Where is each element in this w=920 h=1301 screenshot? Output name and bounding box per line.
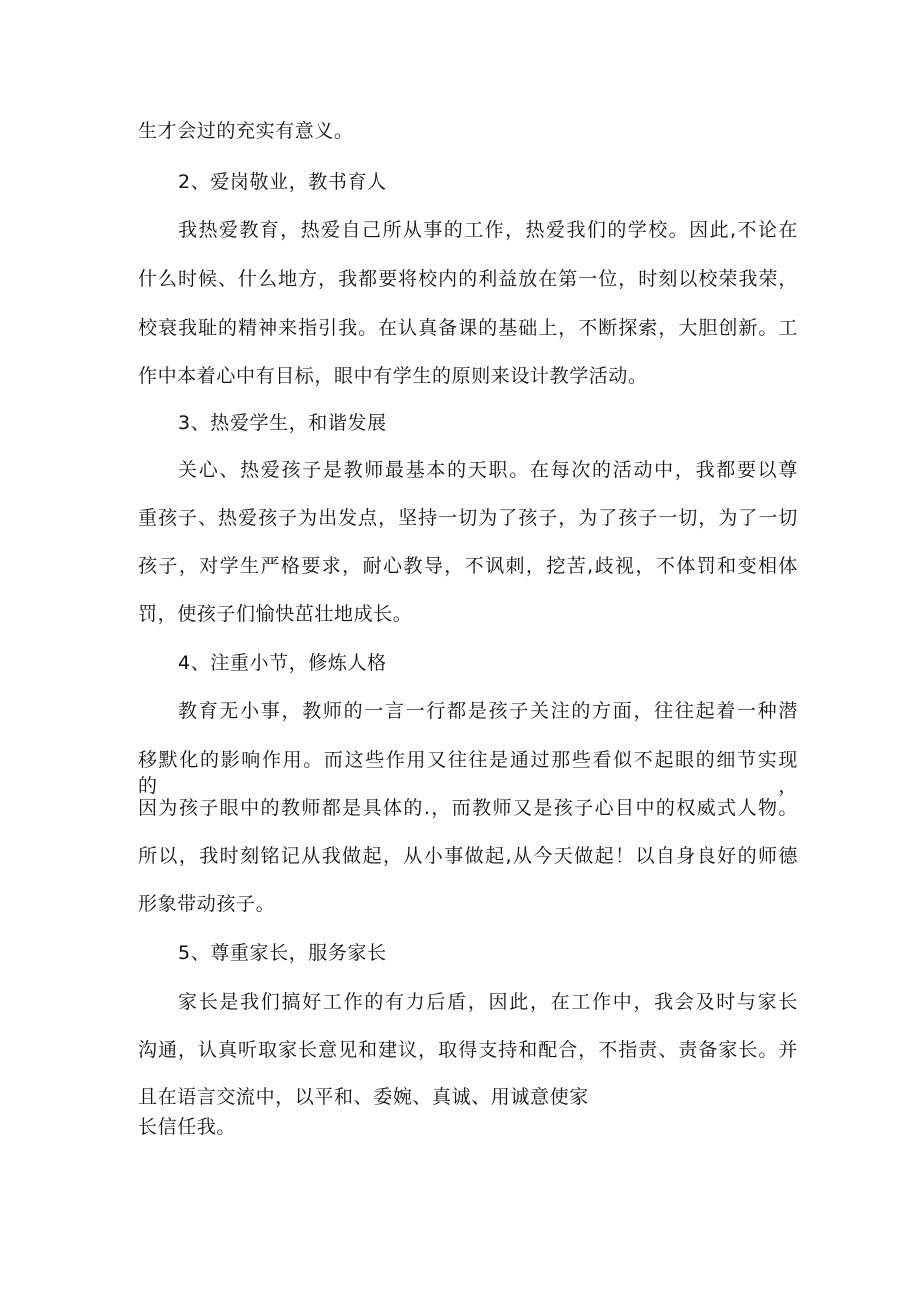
paragraph-line: 生才会过的充实有意义。	[138, 120, 354, 142]
paragraph-line: 作中本着心中有目标，眼中有学生的原则来设计教学活动。	[138, 365, 648, 387]
section-heading: 4、注重小节，修炼人格	[178, 652, 387, 674]
paragraph-line: 因为孩子眼中的教师都是具体的.，而教师又是孩子心目中的权威式人物。	[138, 797, 798, 819]
paragraph-line: 教育无小事，教师的一言一行都是孩子关注的方面，往往起着一种潜	[178, 700, 798, 722]
section-heading: 3、热爱学生，和谐发展	[178, 412, 387, 434]
paragraph-line: 长信任我。	[138, 1116, 237, 1138]
paragraph-line: 沟通，认真听取家长意见和建议，取得支持和配合，不指责、责备家长。并	[138, 1039, 798, 1061]
section-heading: 2、爱岗敬业，教书育人	[178, 171, 387, 193]
paragraph-line: 校衰我耻的精神来指引我。在认真备课的基础上，不断探索，大胆创新。工	[138, 317, 798, 339]
paragraph-line: 移默化的影响作用。而这些作用又往往是通过那些看似不起眼的细节实现的，	[138, 749, 798, 797]
section-heading: 5、尊重家长，服务家长	[178, 942, 387, 964]
paragraph-line: 孩子，对学生严格要求，耐心教导，不讽刺，挖苦,歧视，不体罚和变相体	[138, 555, 798, 577]
paragraph-line: 罚，使孩子们愉快茁壮地成长。	[138, 603, 413, 625]
paragraph-line: 形象带动孩子。	[138, 893, 276, 915]
paragraph-line: 且在语言交流中，以平和、委婉、真诚、用诚意使家	[138, 1086, 589, 1108]
paragraph-line: 所以，我时刻铭记从我做起，从小事做起,从今天做起！以自身良好的师德	[138, 845, 798, 867]
paragraph-line: 什么时候、什么地方，我都要将校内的利益放在第一位，时刻以校荣我荣，	[138, 268, 798, 290]
paragraph-line: 重孩子、热爱孩子为出发点，坚持一切为了孩子，为了孩子一切，为了一切	[138, 507, 798, 529]
paragraph-line: 家长是我们搞好工作的有力后盾，因此，在工作中，我会及时与家长	[178, 991, 798, 1013]
paragraph-line: 关心、热爱孩子是教师最基本的天职。在每次的活动中，我都要以尊	[178, 459, 798, 481]
paragraph-line: 我热爱教育，热爱自己所从事的工作，热爱我们的学校。因此,不论在	[178, 219, 798, 241]
